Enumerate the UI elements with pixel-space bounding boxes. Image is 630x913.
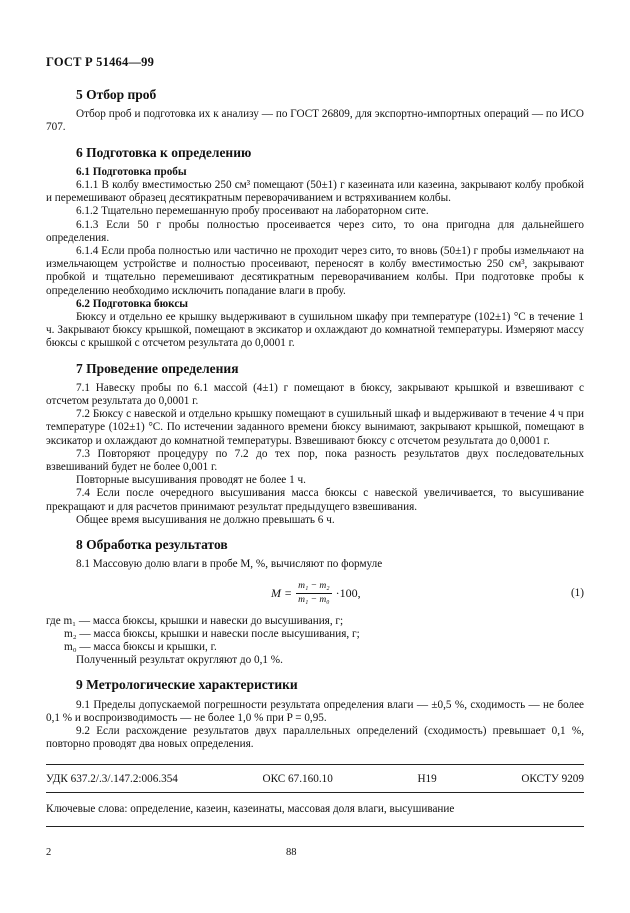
oks-code: ОКС 67.160.10: [262, 773, 333, 785]
sheet-number: 88: [286, 847, 297, 858]
paragraph-8-1: 8.1 Массовую долю влаги в пробе М, %, вычисляют по формуле: [76, 558, 383, 571]
udk-code: УДК 637.2/.3/.147.2:006.354: [46, 773, 178, 785]
divider-bottom: [46, 826, 584, 827]
definition-m1: где m₁ — масса бюксы, крышки и навески до высушивания, г;: [46, 614, 344, 627]
paragraph-7-3-note: Повторные высушивания проводят не более 1 ч.: [76, 474, 306, 487]
paragraph-6-2: Бюксу и отдельно ее крышку выдерживают в сушильном шкафу при температуре (102±1) °С в течение 1 ч. Закрывают бюксу крышкой, помещают в эксикатор и охлаждают до комнатной температуры. Измеряют массу бюксы с крышкой с отсчетом результата до 0,0001 г.: [46, 311, 584, 350]
definition-m2: m₂ — масса бюксы, крышки и навески после высушивания, г;: [64, 627, 360, 640]
section-8-title: 8 Обработка результатов: [76, 537, 228, 553]
formula-numerator: m₁ − m₂: [296, 580, 332, 594]
section-5-paragraph: Отбор проб и подготовка их к анализу — по ГОСТ 26809, для экспортно-импортных операций — по ИСО 707.: [46, 108, 584, 134]
formula-number: (1): [570, 586, 584, 599]
paragraph-7-4: 7.4 Если после очередного высушивания масса бюксы с навеской увеличивается, то высушивание прекращают и для расчетов принимают результат предыдущего взвешивания.: [46, 487, 584, 513]
keywords-line: Ключевые слова: определение, казеин, казеинаты, массовая доля влаги, высушивание: [46, 803, 455, 815]
page-number: 2: [46, 847, 52, 858]
paragraph-7-1: 7.1 Навеску пробы по 6.1 массой (4±1) г помещают в бюксу, закрывают крышкой и взвешивают с отсчетом результата до 0,0001 г.: [46, 381, 584, 408]
divider-top: [46, 764, 584, 765]
paragraph-7-3: 7.3 Повторяют процедуру по 7.2 до тех пор, пока разность результатов двух последовательных взвешиваний будет не более 0,001 г.: [46, 447, 584, 474]
section-6-title: 6 Подготовка к определению: [76, 144, 252, 160]
paragraph-6-1-3: 6.1.3 Если 50 г пробы полностью просеивается через сито, то она пригодна для дальнейшего определения.: [46, 218, 584, 244]
paragraph-7-4-note: Общее время высушивания не должно превышать 6 ч.: [76, 513, 335, 526]
formula-lhs: M =: [271, 585, 293, 600]
section-9-title: 9 Метрологические характеристики: [76, 677, 298, 693]
paragraph-9-1: 9.1 Пределы допускаемой погрешности результата определения влаги — ±0,5 %, сходимость — не более 0,1 % и воспроизводимость — не более 1,0 % при P = 0,95.: [46, 698, 584, 724]
section-7-title: 7 Проведение определения: [76, 360, 239, 376]
formula-denominator: m₁ − m₀: [298, 595, 330, 605]
standard-header: ГОСТ Р 51464—99: [46, 55, 155, 69]
section-5-title: 5 Отбор проб: [76, 87, 157, 102]
okstu-code: ОКСТУ 9209: [521, 773, 584, 785]
paragraph-6-1-1: 6.1.1 В колбу вместимостью 250 см³ помещают (50±1) г казеината или казеина, закрывают колбу пробкой и перемешивают образец десятикратным переворачиванием и встряхиванием колбы.: [46, 179, 584, 205]
definition-m0: m₀ — масса бюксы и крышки, г.: [64, 640, 217, 653]
paragraph-6-1-4: 6.1.4 Если проба полностью или частично не проходит через сито, то вновь (50±1) г пробы измельчают на измельчающем устройстве и полностью просеивают, переносят в колбу вместимостью 250 см³, закрывают пробкой и тщательно перемешивают десятикратным переворачиванием колбы. При подготовке пробы к определению необходимо исключить попадание влаги в пробу.: [46, 245, 584, 297]
divider-middle: [46, 792, 584, 793]
paragraph-8-1-rounding: Полученный результат округляют до 0,1 %.: [76, 654, 283, 667]
subsection-6-1-title: 6.1 Подготовка пробы: [76, 165, 187, 178]
classification-row: [46, 773, 584, 785]
paragraph-6-1-2: 6.1.2 Тщательно перемешанную пробу просеивают на лабораторном сите.: [76, 205, 429, 218]
h-code: Н19: [417, 773, 437, 785]
formula-fraction: [296, 580, 332, 607]
subsection-6-2-title: 6.2 Подготовка бюксы: [76, 297, 189, 310]
formula-tail: ·100,: [335, 585, 361, 600]
formula-expression: [271, 579, 361, 609]
paragraph-9-2: 9.2 Если расхождение результатов двух параллельных определений (сходимость) превышает 0,1 %, повторно проводят два новых определения.: [46, 724, 584, 751]
formula-1: [46, 579, 584, 609]
paragraph-7-2: 7.2 Бюксу с навеской и отдельно крышку помещают в сушильный шкаф и выдерживают в течение 4 ч при температуре (102±1) °С. По истечении заданного времени бюксу вынимают, закрывают крышкой, помещают в эксикатор и охлаждают до комнатной температуры. Взвешивают бюксу с отсчетом результата до 0,0001 г.: [46, 408, 584, 447]
document-body: [46, 88, 584, 751]
